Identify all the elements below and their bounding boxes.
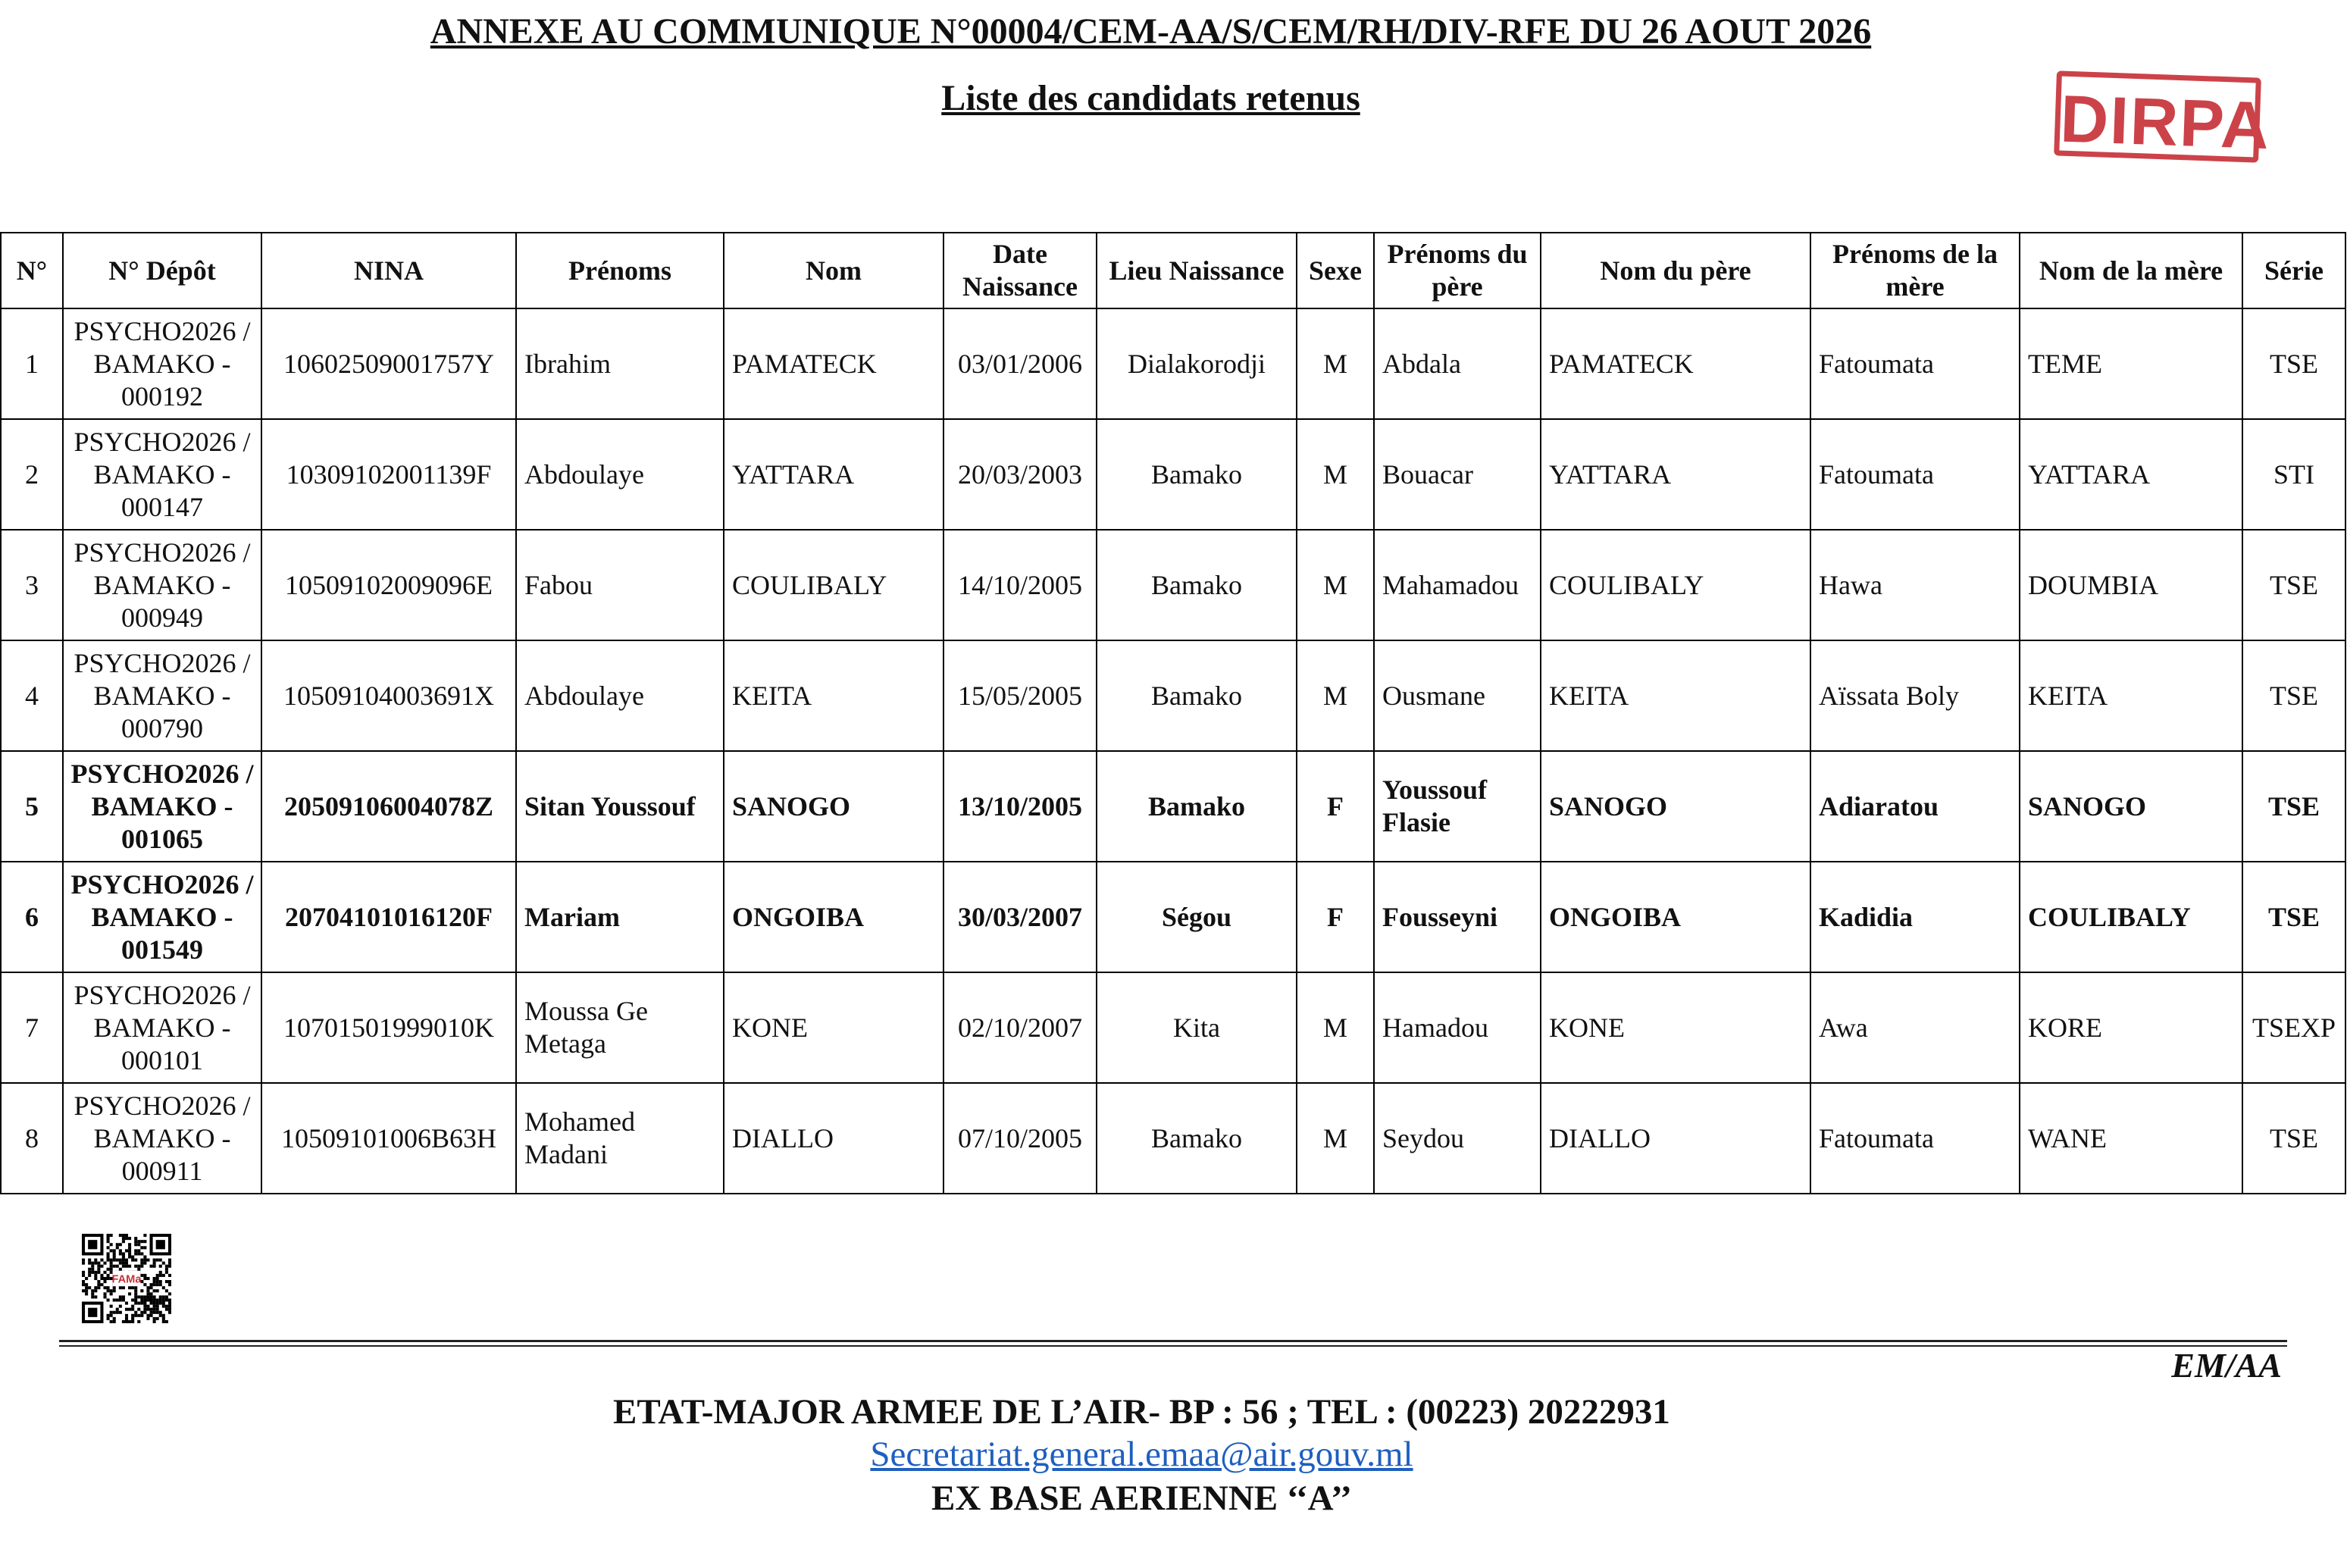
cell-serie: TSE: [2242, 1083, 2345, 1194]
cell-prenoms-mere: Awa: [1810, 972, 2020, 1083]
cell-nina: 10509102009096E: [261, 530, 516, 640]
qr-logo-label: FAMa: [111, 1273, 142, 1286]
cell-sexe: M: [1297, 308, 1374, 419]
cell-date-naissance: 14/10/2005: [943, 530, 1097, 640]
cell-nom: KONE: [724, 972, 943, 1083]
cell-prenoms-mere: Fatoumata: [1810, 308, 2020, 419]
footer-email-link[interactable]: Secretariat.general.emaa@air.gouv.ml: [870, 1435, 1413, 1474]
cell-lieu-naissance: Dialakorodji: [1097, 308, 1297, 419]
cell-prenoms: Fabou: [516, 530, 724, 640]
cell-depot-number: PSYCHO2026 / BAMAKO - 000101: [63, 972, 261, 1083]
cell-row-number: 6: [1, 862, 63, 972]
cell-prenoms: Sitan Youssouf: [516, 751, 724, 862]
cell-depot-number: PSYCHO2026 / BAMAKO - 001065: [63, 751, 261, 862]
cell-prenoms-mere: Hawa: [1810, 530, 2020, 640]
cell-nina: 10509104003691X: [261, 640, 516, 751]
cell-row-number: 8: [1, 1083, 63, 1194]
cell-prenoms-pere: Youssouf Flasie: [1374, 751, 1541, 862]
cell-prenoms: Mohamed Madani: [516, 1083, 724, 1194]
cell-nom-pere: COULIBALY: [1541, 530, 1810, 640]
cell-sexe: F: [1297, 862, 1374, 972]
cell-depot-number: PSYCHO2026 / BAMAKO - 000790: [63, 640, 261, 751]
cell-prenoms-mere: Aïssata Boly: [1810, 640, 2020, 751]
cell-prenoms-pere: Mahamadou: [1374, 530, 1541, 640]
cell-row-number: 2: [1, 419, 63, 530]
cell-date-naissance: 02/10/2007: [943, 972, 1097, 1083]
cell-nom-pere: YATTARA: [1541, 419, 1810, 530]
cell-date-naissance: 20/03/2003: [943, 419, 1097, 530]
column-header-serie: Série: [2242, 233, 2345, 308]
cell-prenoms-pere: Hamadou: [1374, 972, 1541, 1083]
cell-prenoms-pere: Bouacar: [1374, 419, 1541, 530]
cell-nom: KEITA: [724, 640, 943, 751]
cell-date-naissance: 13/10/2005: [943, 751, 1097, 862]
cell-lieu-naissance: Ségou: [1097, 862, 1297, 972]
cell-lieu-naissance: Bamako: [1097, 640, 1297, 751]
cell-prenoms-mere: Fatoumata: [1810, 419, 2020, 530]
cell-prenoms: Moussa Ge Metaga: [516, 972, 724, 1083]
column-header-date-naissance: Date Naissance: [943, 233, 1097, 308]
cell-nina: 10509101006B63H: [261, 1083, 516, 1194]
cell-prenoms: Abdoulaye: [516, 419, 724, 530]
cell-nom-mere: SANOGO: [2020, 751, 2242, 862]
document-subtitle: Liste des candidats retenus: [941, 78, 1360, 118]
cell-sexe: F: [1297, 751, 1374, 862]
cell-prenoms: Mariam: [516, 862, 724, 972]
footer-address: ETAT-MAJOR ARMEE DE L’AIR- BP : 56 ; TEL : (00223) 20222931: [613, 1392, 1670, 1432]
footer-code: EM/AA: [2171, 1346, 2282, 1385]
cell-lieu-naissance: Bamako: [1097, 530, 1297, 640]
cell-nom-pere: PAMATECK: [1541, 308, 1810, 419]
cell-row-number: 7: [1, 972, 63, 1083]
column-header-lieu-naissance: Lieu Naissance: [1097, 233, 1297, 308]
cell-serie: TSEXP: [2242, 972, 2345, 1083]
cell-depot-number: PSYCHO2026 / BAMAKO - 000949: [63, 530, 261, 640]
cell-nom: PAMATECK: [724, 308, 943, 419]
cell-lieu-naissance: Bamako: [1097, 751, 1297, 862]
cell-row-number: 5: [1, 751, 63, 862]
cell-nom: ONGOIBA: [724, 862, 943, 972]
cell-nom-pere: KEITA: [1541, 640, 1810, 751]
column-header-prenoms: Prénoms: [516, 233, 724, 308]
cell-sexe: M: [1297, 640, 1374, 751]
table-row: [1, 308, 2345, 419]
cell-nom-mere: YATTARA: [2020, 419, 2242, 530]
cell-nom-mere: TEME: [2020, 308, 2242, 419]
table-row: [1, 972, 2345, 1083]
footer-divider: [59, 1340, 2287, 1342]
cell-nom-mere: KEITA: [2020, 640, 2242, 751]
cell-lieu-naissance: Bamako: [1097, 1083, 1297, 1194]
cell-row-number: 4: [1, 640, 63, 751]
cell-date-naissance: 30/03/2007: [943, 862, 1097, 972]
table-row: [1, 530, 2345, 640]
cell-serie: STI: [2242, 419, 2345, 530]
cell-nom-pere: ONGOIBA: [1541, 862, 1810, 972]
cell-nom: YATTARA: [724, 419, 943, 530]
cell-nom-mere: WANE: [2020, 1083, 2242, 1194]
column-header-prenoms-pere: Prénoms du père: [1374, 233, 1541, 308]
cell-nom-pere: DIALLO: [1541, 1083, 1810, 1194]
table-header-row: [1, 233, 2345, 308]
dirpa-stamp: DIRPA: [2054, 70, 2261, 162]
column-header-nom: Nom: [724, 233, 943, 308]
cell-depot-number: PSYCHO2026 / BAMAKO - 000911: [63, 1083, 261, 1194]
cell-prenoms-pere: Ousmane: [1374, 640, 1541, 751]
cell-nom-pere: SANOGO: [1541, 751, 1810, 862]
cell-date-naissance: 15/05/2005: [943, 640, 1097, 751]
table-row: [1, 751, 2345, 862]
cell-prenoms-pere: Seydou: [1374, 1083, 1541, 1194]
cell-sexe: M: [1297, 1083, 1374, 1194]
table-row: [1, 419, 2345, 530]
cell-row-number: 1: [1, 308, 63, 419]
qr-code-icon: [82, 1234, 171, 1323]
cell-depot-number: PSYCHO2026 / BAMAKO - 000147: [63, 419, 261, 530]
cell-nina: 20704101016120F: [261, 862, 516, 972]
cell-nom-mere: COULIBALY: [2020, 862, 2242, 972]
cell-lieu-naissance: Kita: [1097, 972, 1297, 1083]
cell-serie: TSE: [2242, 308, 2345, 419]
cell-serie: TSE: [2242, 862, 2345, 972]
cell-prenoms: Ibrahim: [516, 308, 724, 419]
cell-nom: DIALLO: [724, 1083, 943, 1194]
cell-nina: 10602509001757Y: [261, 308, 516, 419]
candidates-table: [0, 232, 2346, 1194]
cell-nina: 20509106004078Z: [261, 751, 516, 862]
cell-prenoms-mere: Fatoumata: [1810, 1083, 2020, 1194]
footer-location: EX BASE AERIENNE ‘‘A’’: [931, 1479, 1352, 1518]
column-header-prenoms-mere: Prénoms de la mère: [1810, 233, 2020, 308]
column-header-depot: N° Dépôt: [63, 233, 261, 308]
cell-sexe: M: [1297, 972, 1374, 1083]
cell-lieu-naissance: Bamako: [1097, 419, 1297, 530]
column-header-number: N°: [1, 233, 63, 308]
cell-nina: 10701501999010K: [261, 972, 516, 1083]
cell-nom-mere: KORE: [2020, 972, 2242, 1083]
cell-nom: SANOGO: [724, 751, 943, 862]
cell-serie: TSE: [2242, 530, 2345, 640]
table-row: [1, 1083, 2345, 1194]
cell-serie: TSE: [2242, 751, 2345, 862]
cell-nom-pere: KONE: [1541, 972, 1810, 1083]
cell-date-naissance: 07/10/2005: [943, 1083, 1097, 1194]
cell-serie: TSE: [2242, 640, 2345, 751]
cell-sexe: M: [1297, 530, 1374, 640]
cell-date-naissance: 03/01/2006: [943, 308, 1097, 419]
cell-prenoms-pere: Abdala: [1374, 308, 1541, 419]
footer-divider-thin: [59, 1345, 2287, 1347]
column-header-nom-mere: Nom de la mère: [2020, 233, 2242, 308]
cell-prenoms-pere: Fousseyni: [1374, 862, 1541, 972]
cell-depot-number: PSYCHO2026 / BAMAKO - 000192: [63, 308, 261, 419]
cell-nina: 10309102001139F: [261, 419, 516, 530]
table-row: [1, 862, 2345, 972]
column-header-nina: NINA: [261, 233, 516, 308]
cell-row-number: 3: [1, 530, 63, 640]
cell-prenoms-mere: Kadidia: [1810, 862, 2020, 972]
document-title: ANNEXE AU COMMUNIQUE N°00004/CEM-AA/S/CEM/RH/DIV-RFE DU 26 AOUT 2026: [430, 11, 1872, 52]
cell-sexe: M: [1297, 419, 1374, 530]
column-header-nom-pere: Nom du père: [1541, 233, 1810, 308]
cell-nom-mere: DOUMBIA: [2020, 530, 2242, 640]
table-row: [1, 640, 2345, 751]
cell-depot-number: PSYCHO2026 / BAMAKO - 001549: [63, 862, 261, 972]
column-header-sexe: Sexe: [1297, 233, 1374, 308]
cell-nom: COULIBALY: [724, 530, 943, 640]
cell-prenoms: Abdoulaye: [516, 640, 724, 751]
cell-prenoms-mere: Adiaratou: [1810, 751, 2020, 862]
